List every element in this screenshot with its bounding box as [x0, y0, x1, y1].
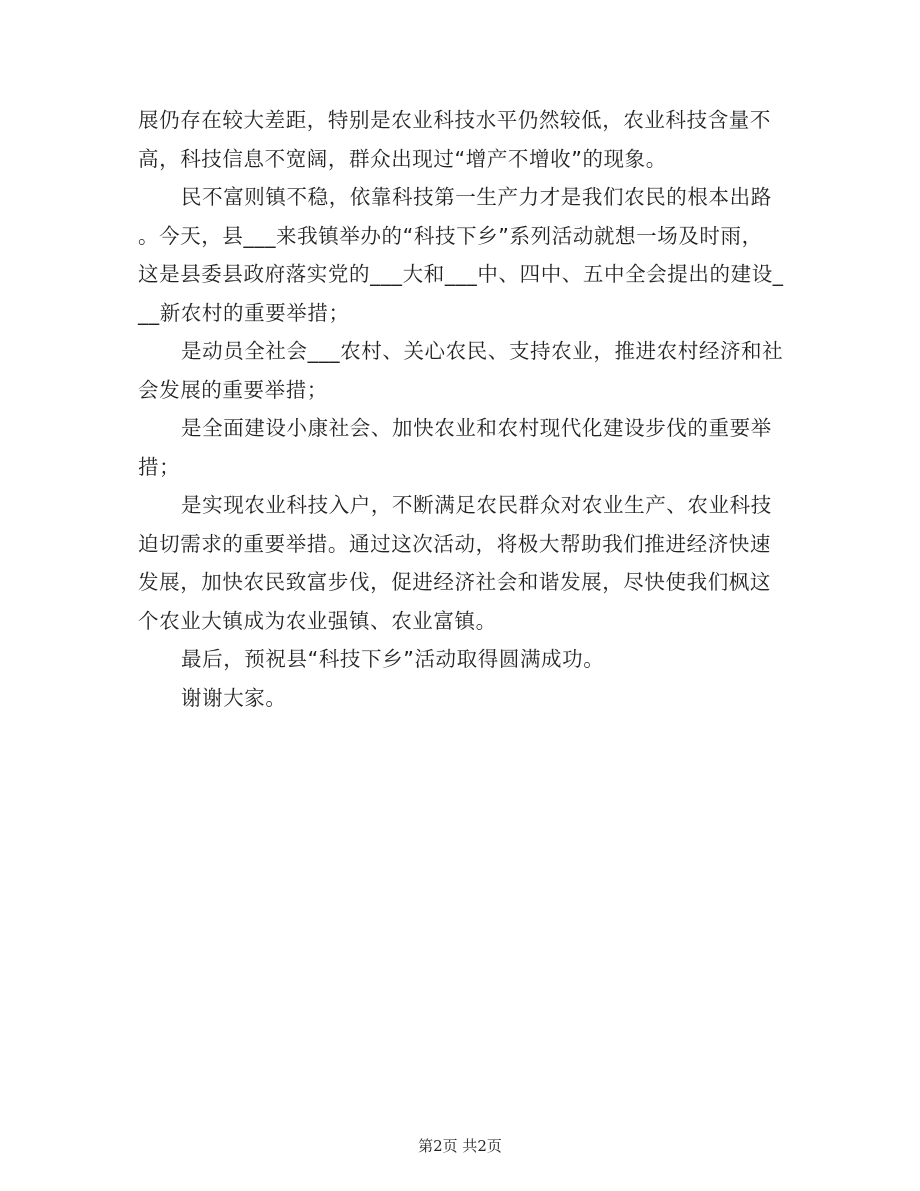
text-line: 是动员全社会___农村、关心农民、支持农业，推进农村经济和社 — [181, 339, 784, 363]
text-line: 会发展的重要举措； — [138, 377, 328, 402]
paragraph — [138, 486, 778, 640]
text-line: 展仍存在较大差距，特别是农业科技水平仍然较低，农业科技含量不 — [138, 108, 771, 132]
text-line: 高，科技信息不宽阔，群众出现过“增产不增收”的现象。 — [138, 146, 667, 171]
page-number-footer: 第2页 共2页 — [418, 1137, 502, 1155]
text-line: 迫切需求的重要举措。通过这次活动，将极大帮助我们推进经济快速 — [138, 531, 771, 556]
text-line: __新农村的重要举措； — [138, 300, 350, 325]
text-line: 谢谢大家。 — [181, 685, 287, 710]
text-line: 发展，加快农民致富步伐，促进经济社会和谐发展，尽快使我们枫这 — [138, 570, 771, 594]
text-line: 这是县委县政府落实党的___大和___中、四中、五中全会提出的建设_ — [138, 262, 784, 286]
text-line: 民不富则镇不稳，依靠科技第一生产力才是我们农民的根本出路 — [181, 185, 772, 209]
paragraph — [138, 640, 778, 679]
paragraph — [138, 178, 784, 332]
text-line: 最后，预祝县“科技下乡”活动取得圆满成功。 — [181, 647, 605, 671]
text-line: 措； — [138, 454, 181, 479]
paragraph — [138, 101, 778, 178]
text-line: 是全面建设小康社会、加快农业和农村现代化建设步伐的重要举 — [181, 416, 772, 440]
paragraph — [138, 679, 778, 718]
paragraph — [138, 332, 784, 409]
paragraph — [138, 409, 778, 486]
text-line: 。今天，县___来我镇举办的“科技下乡”系列活动就想一场及时雨， — [138, 223, 763, 248]
document-body — [138, 101, 784, 717]
text-line: 个农业大镇成为农业强镇、农业富镇。 — [138, 608, 497, 633]
text-line: 是实现农业科技入户，不断满足农民群众对农业生产、农业科技 — [181, 493, 772, 517]
